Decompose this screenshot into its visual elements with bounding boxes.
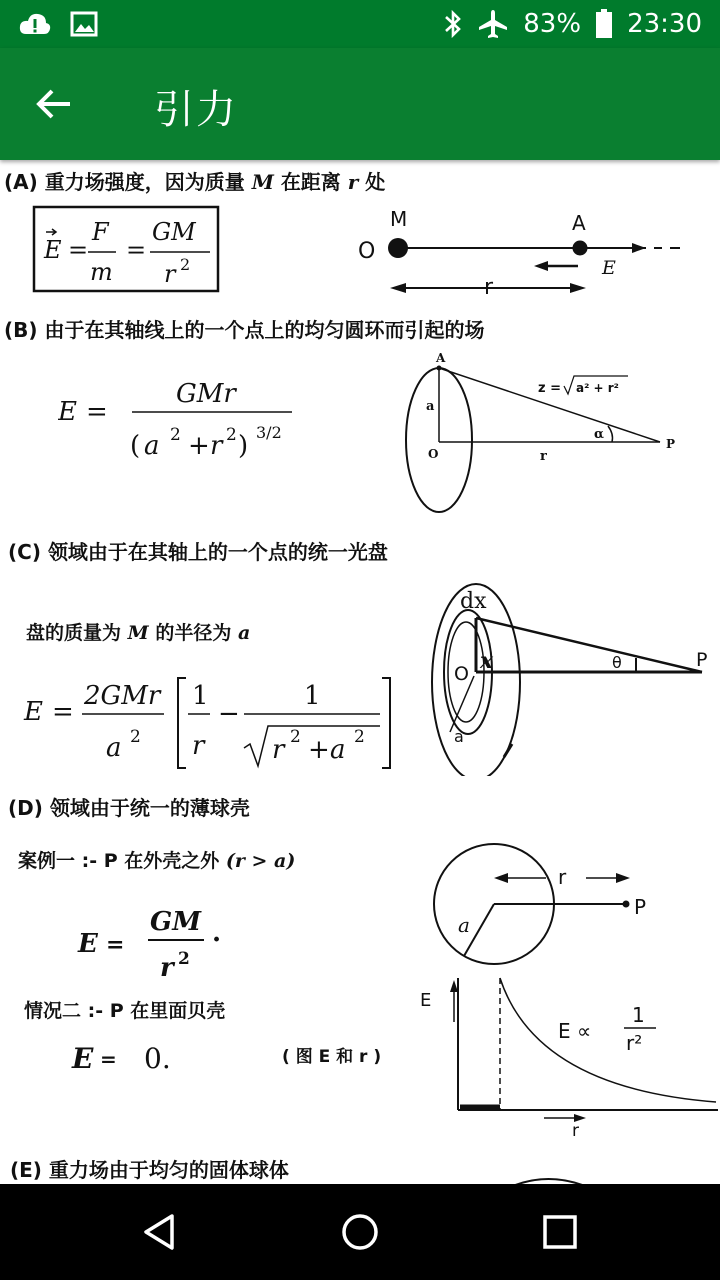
svg-text:A: A	[436, 351, 446, 365]
section-a-text2: 在距离	[280, 170, 341, 194]
section-b-heading	[4, 314, 485, 343]
formula-b	[58, 366, 308, 470]
svg-text:r: r	[540, 449, 547, 464]
fraction-denominator: r²	[626, 1031, 643, 1055]
section-a-heading	[4, 166, 385, 195]
section-d-label: (D)	[8, 796, 43, 820]
svg-text:2: 2	[130, 727, 141, 747]
graph-d	[418, 970, 720, 1140]
label-a: a	[458, 913, 470, 937]
diagram-c	[426, 572, 718, 776]
svg-text:GM: GM	[152, 218, 196, 246]
svg-text:E: E	[58, 397, 77, 427]
svg-text:E: E	[24, 697, 43, 727]
svg-text:(: (	[130, 431, 141, 461]
nav-back-icon[interactable]	[140, 1212, 180, 1252]
svg-text:=: =	[68, 236, 89, 264]
formula-a	[30, 202, 226, 298]
nav-home-icon[interactable]	[340, 1212, 380, 1252]
svg-text:=: =	[106, 932, 125, 958]
svg-text:): )	[238, 431, 249, 461]
section-c-subtitle-text2: 的半径为	[155, 622, 232, 644]
section-c-subtitle-text: 盘的质量为	[26, 622, 122, 644]
svg-text:2: 2	[180, 255, 191, 274]
label-r: r	[484, 275, 494, 300]
label-r: r	[558, 865, 567, 889]
cloud-alert-icon	[18, 10, 52, 38]
svg-text:a² + r²: a² + r²	[576, 381, 619, 395]
section-d-heading	[8, 792, 250, 821]
svg-text:·: ·	[212, 925, 222, 955]
svg-text:a: a	[106, 733, 122, 763]
svg-text:α: α	[594, 427, 605, 442]
battery-icon	[595, 9, 613, 39]
svg-text:r: r	[272, 735, 285, 765]
navigation-bar	[0, 1184, 720, 1280]
label-o: O	[358, 239, 376, 264]
section-b-text: 由于在其轴线上的一个点上的均匀圆环而引起的场	[44, 318, 485, 342]
label-p: P	[634, 895, 647, 919]
svg-text:r: r	[160, 953, 174, 983]
partial-diagram-e	[500, 1168, 600, 1184]
section-e-text: 重力场由于均匀的固体球体	[48, 1158, 289, 1182]
label-o: O	[454, 663, 469, 685]
label-dx: dx	[460, 589, 487, 614]
section-a-text3: 处	[365, 170, 386, 194]
label-theta: θ	[612, 653, 622, 672]
case1-condition: (r > a)	[225, 850, 296, 872]
section-e-heading	[10, 1154, 289, 1183]
svg-text:O: O	[428, 447, 439, 461]
svg-text:r: r	[164, 260, 176, 288]
svg-text:r: r	[210, 431, 223, 461]
svg-text:+: +	[308, 735, 330, 765]
svg-text:E: E	[44, 236, 62, 264]
svg-text:F: F	[92, 218, 109, 246]
section-c-text: 领域由于在其轴上的一个点的统一光盘	[47, 540, 388, 564]
document-content[interactable]	[0, 160, 720, 1184]
clock: 23:30	[627, 9, 702, 39]
svg-text:2: 2	[354, 727, 365, 747]
label-x: x	[480, 648, 494, 674]
svg-text:P: P	[666, 437, 676, 451]
page-title: 引力	[154, 87, 238, 133]
status-bar	[0, 0, 720, 48]
formula-d2	[70, 1034, 190, 1084]
proportional-label: E ∝	[558, 1019, 592, 1043]
graph-caption: ( 图 E 和 r )	[282, 1047, 382, 1067]
svg-text:a: a	[426, 399, 435, 414]
bluetooth-icon	[443, 9, 463, 39]
svg-text:=: =	[126, 236, 147, 264]
section-a-label: (A)	[4, 170, 38, 194]
svg-text:E: E	[72, 1042, 94, 1075]
axis-e-label: E	[420, 990, 432, 1011]
svg-text:=: =	[86, 397, 108, 427]
case1-label: 案例一 :- P 在外壳之外	[18, 850, 220, 872]
formula-c	[22, 668, 402, 780]
section-a-var-r: r	[347, 170, 359, 194]
section-c-var-m: M	[127, 622, 149, 644]
svg-text:GM: GM	[150, 907, 201, 937]
svg-text:=: =	[100, 1047, 117, 1071]
svg-text:+: +	[188, 431, 210, 461]
battery-percent: 83%	[523, 9, 582, 39]
image-icon	[70, 10, 98, 38]
svg-text:2: 2	[290, 727, 301, 747]
section-e-label: (E)	[10, 1158, 42, 1182]
formula-d1	[74, 900, 234, 984]
fraction-numerator: 1	[632, 1003, 645, 1027]
nav-recents-icon[interactable]	[540, 1212, 580, 1252]
svg-text:−: −	[218, 699, 240, 729]
svg-text:a: a	[330, 735, 346, 765]
section-c-subtitle	[26, 618, 250, 645]
svg-text:3/2: 3/2	[256, 423, 282, 442]
section-b-label: (B)	[4, 318, 38, 342]
svg-text:a: a	[144, 431, 160, 461]
svg-text:m: m	[90, 258, 113, 286]
label-a: A	[572, 211, 586, 235]
section-c-heading	[8, 536, 388, 565]
axis-r-label: r	[572, 1121, 579, 1140]
case1-text	[18, 846, 295, 873]
section-a-var-m: M	[251, 170, 274, 194]
section-c-var-a: a	[237, 622, 251, 644]
back-arrow-icon[interactable]	[34, 84, 74, 124]
label-e: E	[602, 257, 616, 279]
svg-text:r: r	[192, 731, 205, 761]
svg-text:2: 2	[226, 425, 237, 445]
svg-text:1: 1	[304, 681, 321, 711]
svg-text:z =: z =	[538, 381, 561, 396]
svg-text:GMr: GMr	[176, 379, 236, 409]
svg-text:2GMr: 2GMr	[84, 681, 161, 711]
svg-text:1: 1	[192, 681, 209, 711]
label-p: P	[696, 649, 708, 671]
section-d-text: 领域由于统一的薄球壳	[49, 796, 250, 820]
diagram-a	[350, 200, 690, 304]
diagram-d-shell	[420, 840, 660, 970]
label-m: M	[390, 207, 408, 231]
case2-text: 情况二 :- P 在里面贝壳	[24, 1000, 226, 1022]
airplane-mode-icon	[477, 8, 509, 40]
svg-text:2: 2	[178, 949, 190, 969]
diagram-b	[396, 348, 686, 518]
section-a-text: 重力场强度，因为质量	[44, 170, 245, 194]
svg-text:0.: 0.	[144, 1042, 171, 1075]
label-a: a	[454, 727, 464, 746]
section-c-label: (C)	[8, 540, 41, 564]
app-bar	[0, 48, 720, 160]
svg-text:E: E	[78, 929, 98, 959]
svg-text:=: =	[52, 697, 74, 727]
svg-text:2: 2	[170, 425, 181, 445]
